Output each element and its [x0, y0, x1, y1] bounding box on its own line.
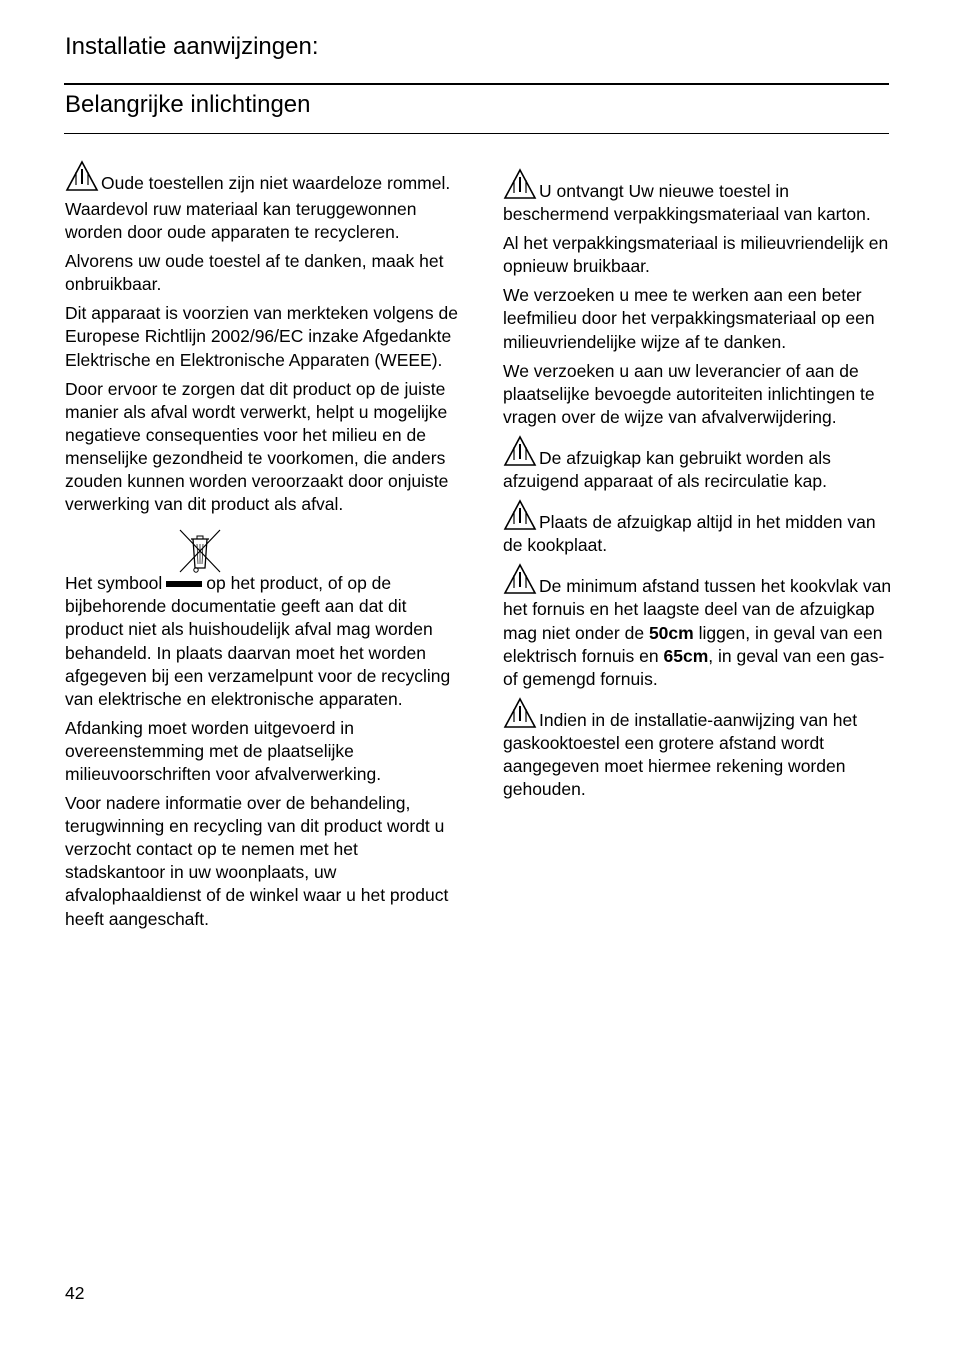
warning-note-placement	[503, 499, 893, 557]
weee-symbol-paragraph	[65, 530, 460, 711]
crossed-out-bin-icon	[178, 528, 222, 575]
page-title: Installatie aanwijzingen:	[65, 33, 319, 60]
warning-triangle-icon	[503, 499, 537, 531]
paragraph: Afdanking moet worden uitgevoerd in overeenstemming met de plaatselijke milieuvoorschriften voor afvalverwerking.	[65, 717, 382, 784]
paragraph	[65, 530, 460, 711]
warning-text: liggen, in geval van een elektrisch fornuis en	[503, 622, 883, 666]
weee-bar-icon	[166, 572, 202, 595]
symbol-text-before: Het symbool	[65, 573, 163, 594]
warning-text: U ontvangt Uw nieuwe toestel in beschermend verpakkingsmateriaal van karton.	[503, 181, 871, 225]
warning-text: Indien in de installatie-aanwijzing van het gaskooktoestel een grotere afstand wordt aangegeven moet hiermee rekening worden gehouden.	[503, 709, 858, 800]
distance-gas: 65cm	[663, 645, 709, 666]
warning-triangle-icon	[503, 697, 537, 729]
warning-note-old-appliances	[65, 160, 460, 192]
paragraph: Door ervoor te zorgen dat dit product op de juiste manier als afval wordt verwerkt, helpt u mogelijke negatieve consequenties voor het milieu en de menselijke gezondheid te voorkomen, die anders zouden kunnen worden veroorzaakt door onjuiste verwerking van dit product als afval.	[65, 378, 449, 515]
paragraph: Dit apparaat is voorzien van merkteken volgens de Europese Richtlijn 2002/96/EC inzake Afgedankte Elektrische en Elektronische Apparaten (WEEE).	[65, 303, 458, 370]
warning-triangle-icon	[503, 168, 537, 200]
distance-electric: 50cm	[648, 622, 694, 643]
paragraph: We verzoeken u aan uw leverancier of aan de plaatselijke bevoegde autoriteiten inlichtingen te vragen over de wijze van afvalverwijdering.	[503, 360, 875, 427]
page-number: 42	[65, 1283, 85, 1303]
symbol-text-after: op het product, of op de bijbehorende documentatie geeft aan dat dit product niet als huishoudelijk afval mag worden behandeld. In plaats daarvan moet het worden afgegeven bij een verzamelpunt voor de recycling van elektrische en elektronische apparaten.	[65, 573, 451, 709]
warning-triangle-icon	[503, 563, 537, 595]
warning-text: De minimum afstand tussen het kookvlak van het fornuis en het laagste deel van de afzuigkap mag niet onder de	[503, 576, 892, 643]
title-divider	[64, 83, 889, 85]
left-column	[65, 160, 460, 937]
paragraph: Voor nadere informatie over de behandeling, terugwinning en recycling van dit product wordt u verzocht contact op te nemen met het stadskantoor in uw woonplaats, uw afvalophaaldienst of de winkel waar u het product heeft aangeschaft.	[65, 793, 449, 929]
warning-note-usage	[503, 435, 893, 493]
paragraph: Alvorens uw oude toestel af te danken, maak het onbruikbaar.	[65, 251, 444, 295]
right-column	[503, 168, 893, 807]
warning-note-gas-instructions	[503, 697, 893, 801]
paragraph: We verzoeken u mee te werken aan een beter leefmilieu door het verpakkingsmateriaal op een milieuvriendelijke wijze af te danken.	[503, 285, 875, 352]
warning-text: Plaats de afzuigkap altijd in het midden van de kookplaat.	[503, 512, 876, 556]
section-title: Belangrijke inlichtingen	[65, 91, 311, 118]
warning-triangle-icon	[503, 435, 537, 467]
warning-text: De afzuigkap kan gebruikt worden als afzuigend apparaat of als recirculatie kap.	[503, 447, 831, 492]
paragraph: Al het verpakkingsmateriaal is milieuvriendelijk en opnieuw bruikbaar.	[503, 233, 889, 277]
section-divider	[64, 133, 889, 134]
warning-triangle-icon	[65, 160, 99, 192]
warning-text: Oude toestellen zijn niet waardeloze rommel.	[101, 173, 451, 193]
warning-text: , in geval van een gas- of gemengd fornuis.	[503, 645, 885, 689]
paragraph: Waardevol ruw materiaal kan teruggewonnen worden door oude apparaten te recycleren.	[65, 199, 417, 243]
warning-note-packaging	[503, 168, 893, 226]
warning-note-distance	[503, 563, 893, 690]
